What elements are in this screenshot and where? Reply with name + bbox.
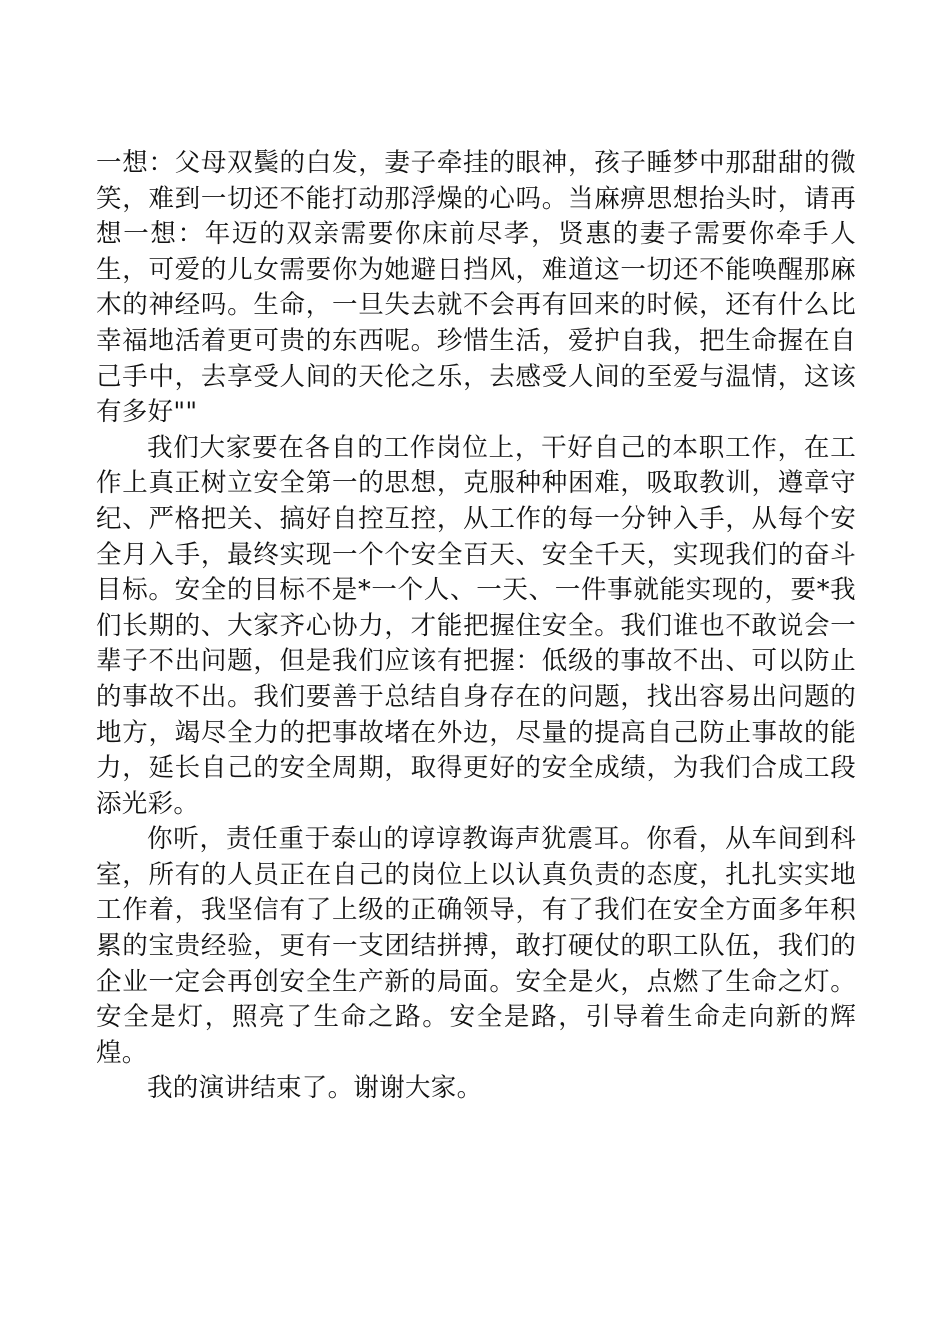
paragraph-1: 一想：父母双鬓的白发，妻子牵挂的眼神，孩子睡梦中那甜甜的微笑，难到一切还不能打动那浮燥的心吗。当麻痹思想抬头时，请再想一想：年迈的双亲需要你床前尽孝，贤惠的妻子需要你牵手人生，可爱的儿女需要你为她避日挡风，难道这一切还不能唤醒那麻木的神经吗。生命，一旦失去就不会再有回来的时候，还有什么比幸福地活着更可贵的东西呢。珍惜生活，爱护自我，把生命握在自己手中，去享受人间的天伦之乐，去感受人间的至爱与温情，这该有多好"" <box>96 148 856 428</box>
paragraph-3: 你听，责任重于泰山的谆谆教诲声犹震耳。你看，从车间到科室，所有的人员正在自己的岗位上以认真负责的态度，扎扎实实地工作着，我坚信有了上级的正确领导，有了我们在安全方面多年积累的宝贵经验，更有一支团结拼搏，敢打硬仗的职工队伍，我们的企业一定会再创安全生产新的局面。安全是火，点燃了生命之灯。安全是灯，照亮了生命之路。安全是路，引导着生命走向新的辉煌。 <box>96 824 856 1068</box>
paragraph-2: 我们大家要在各自的工作岗位上，干好自己的本职工作，在工作上真正树立安全第一的思想，克服种种困难，吸取教训，遵章守纪、严格把关、搞好自控互控，从工作的每一分钟入手，从每个安全月入手，最终实现一个个安全百天、安全千天，实现我们的奋斗目标。安全的目标不是*一个人、一天、一件事就能实现的，要*我们长期的、大家齐心协力，才能把握住安全。我们谁也不敢说会一辈子不出问题，但是我们应该有把握：低级的事故不出、可以防止的事故不出。我们要善于总结自身存在的问题，找出容易出问题的地方，竭尽全力的把事故堵在外边，尽量的提高自己防止事故的能力，延长自己的安全周期，取得更好的安全成绩，为我们合成工段添光彩。 <box>96 432 856 819</box>
body-text <box>96 146 856 1107</box>
paragraph-4: 我的演讲结束了。谢谢大家。 <box>147 1073 483 1104</box>
